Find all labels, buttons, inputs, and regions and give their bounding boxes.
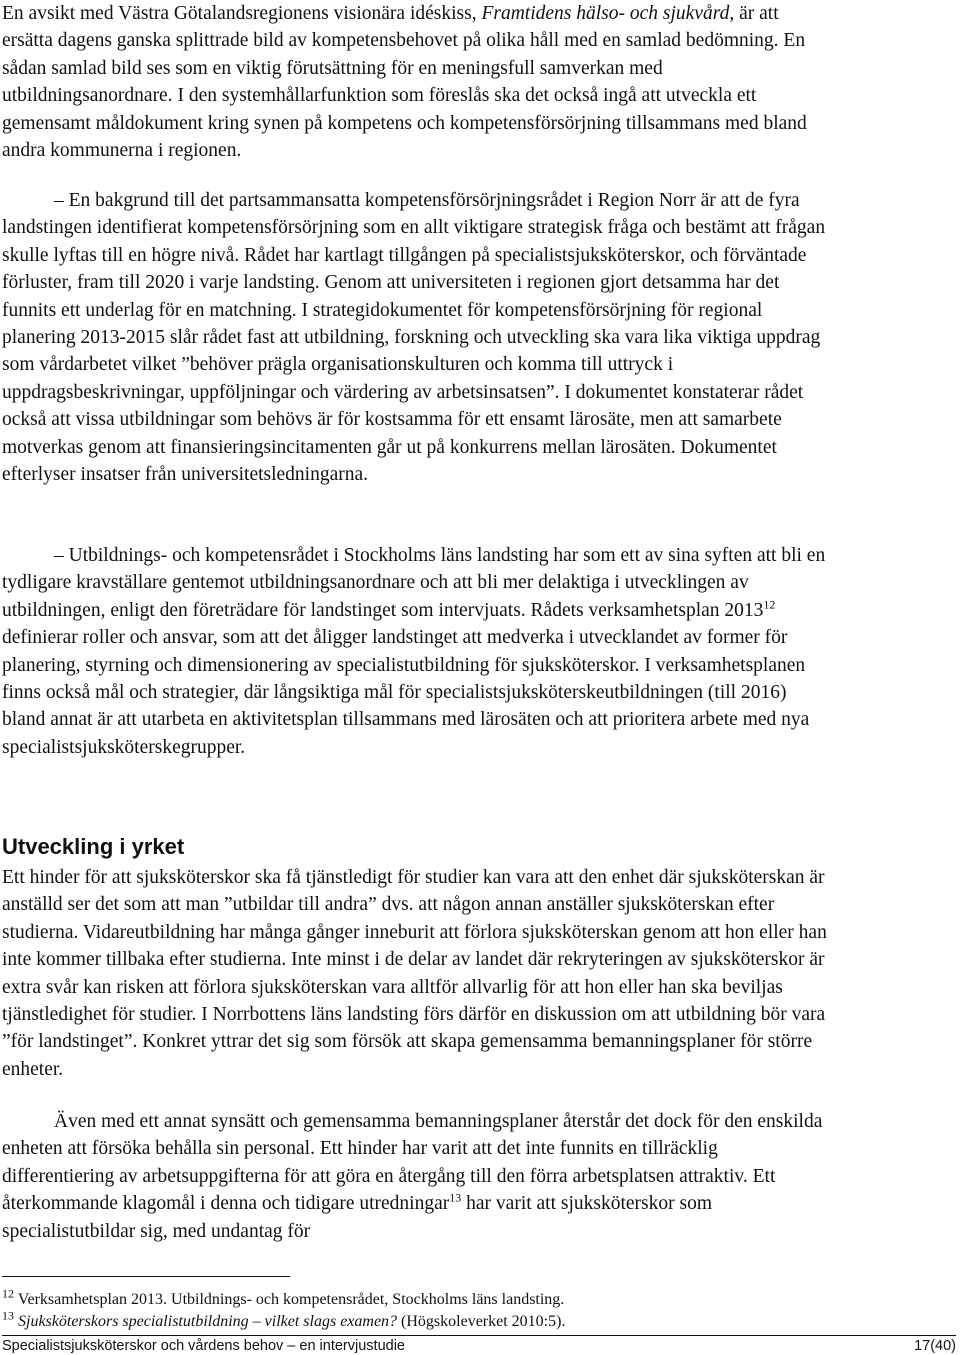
- footnote-text: (Högskoleverket 2010:5).: [397, 1313, 566, 1330]
- footnote-number: 12: [2, 1286, 14, 1301]
- footnote-number: 13: [2, 1308, 14, 1323]
- paragraph-text: , är att ersätta dagens ganska splittrade bild av kompetensbehovet på olika håll med en samlad bedömning. En sådan samlad bild ses som en viktig förutsättning för en meningsfull samverkan med utbildningsanordnare. I den systemhållarfunktion som föreslås ska det också ingå att utveckla ett gemensamt måldokument kring synen på kompetens och kompetensförsörjning tillsammans med bland andra kommunerna i regionen.: [2, 3, 807, 162]
- paragraph-stockholm: [2, 542, 832, 761]
- paragraph-text: – Utbildnings- och kompetensrådet i Stockholms läns landsting har som ett av sina syften att bli en tydligare kravställare gentemot utbildningsanordnare och att bli mer delaktiga i utvecklingen av utbildningen, enligt den företrädare för landstinget som intervjuats. Rådets verksamhetsplan 2013: [2, 545, 826, 621]
- paragraph-bemanningsplaner: [2, 1108, 832, 1245]
- paragraph-text: Ett hinder för att sjuksköterskor ska få tjänstledigt för studier kan vara att den enhet där sjuksköterskan är anställd ser det som att man ”utbildar till andra” dvs. att någon annan anställer sjuksköterskan efter studierna. Vidareutbildning har många gånger inneburit att förlora sjuksköterskan genom att hon eller han inte kommer tillbaka efter studierna. Inte minst i de delar av landet där rekryteringen av sjuksköterskor är extra svår kan risken att förlora sjuksköterskan vara alltför allvarlig för att hon eller han ska beviljas tjänstledighet för studier. I Norrbottens läns landsting förs därför en diskussion om att utbildning bör vara ”för landstinget”. Konkret yttrar det sig som försök att skapa gemensamma bemanningsplaner för större enheter.: [2, 867, 827, 1080]
- footnote-ref-12[interactable]: 12: [763, 597, 776, 612]
- paragraph-text: En avsikt med Västra Götalandsregionens visionära idéskiss,: [2, 3, 482, 24]
- paragraph-text: Även med ett annat synsätt och gemensamma bemanningsplaner återstår det dock för den enskilda enheten att försöka behålla sin personal. Ett hinder har varit att det inte funnits en tillräcklig differentiering av arbetsuppgifterna för att göra en återgång till den förra arbetsplatsen attraktiv. Ett återkommande klagomål i denna och tidigare utredningar: [2, 1111, 823, 1215]
- document-title-italic: Framtidens hälso- och sjukvård: [481, 3, 730, 24]
- paragraph-text: – En bakgrund till det partsammansatta kompetensförsörjningsrådet i Region Norr är att de fyra landstingen identifierat kompetensförsörjning som en allt viktigare strategisk fråga och bestämt att frågan skulle lyftas till en högre nivå. Rådet har kartlagt tillgången på specialistsjuksköterskor, och förväntade förluster, fram till 2020 i varje landsting. Genom att universiteten i regionen gjort detsamma har det funnits ett underlag för en matchning. I strategidokumentet för kompetensförsörjning för regional planering 2013-2015 slår rådet fast att utbildning, forskning och utveckling ska vara lika viktiga uppdrag som vårdarbetet vilket ”behöver prägla organisationskulturen och komma till uttryck i uppdragsbeskrivningar, uppföljningar och värdering av arbetsinsatsen”. I dokumentet konstaterar rådet också att vissa utbildningar som behövs är för kostsamma för ett ensamt lärosäte, men att samarbete motverkas genom att finansieringsincitamenten går ut på konkurrens mellan lärosäten. Dokumentet efterlyser insatser från universitetsledningarna.: [2, 190, 826, 486]
- footnote-12: [2, 1286, 902, 1310]
- footnote-text: Verksamhetsplan 2013. Utbildnings- och kompetensrådet, Stockholms läns landsting.: [14, 1291, 565, 1308]
- footnote-13: [2, 1308, 902, 1332]
- paragraph-region-norr: [2, 187, 832, 488]
- footer-title: Specialistsjuksköterskor och vårdens behov – en intervjustudie: [2, 1338, 405, 1354]
- paragraph-text: har varit att sjuksköterskor som specialistutbildar sig, med undantag för: [2, 1193, 713, 1242]
- page-number: 17(40): [914, 1338, 956, 1354]
- footnote-title-italic: Sjuksköterskors specialistutbildning – vilket slags examen?: [14, 1313, 398, 1330]
- footnote-ref-13[interactable]: 13: [449, 1190, 462, 1205]
- paragraph-text: definierar roller och ansvar, som att det åligger landstinget att medverka i utvecklandet av former för planering, styrning och dimensionering av specialistutbildning för sjuksköterskor. I verksamhetsplanen finns också mål och strategier, där långsiktiga mål för specialistsjuksköterskeutbildningen (till 2016) bland annat är att utarbeta en aktivitetsplan tillsammans med lärosäten och att prioritera arbete med nya specialistsjuksköterskegrupper.: [2, 627, 810, 758]
- paragraph-vastra-gotaland: [2, 0, 832, 164]
- section-heading: Utveckling i yrket: [2, 834, 185, 859]
- footnote-divider: [2, 1276, 290, 1277]
- paragraph-hinder: [2, 864, 832, 1083]
- footer-divider: [2, 1335, 956, 1336]
